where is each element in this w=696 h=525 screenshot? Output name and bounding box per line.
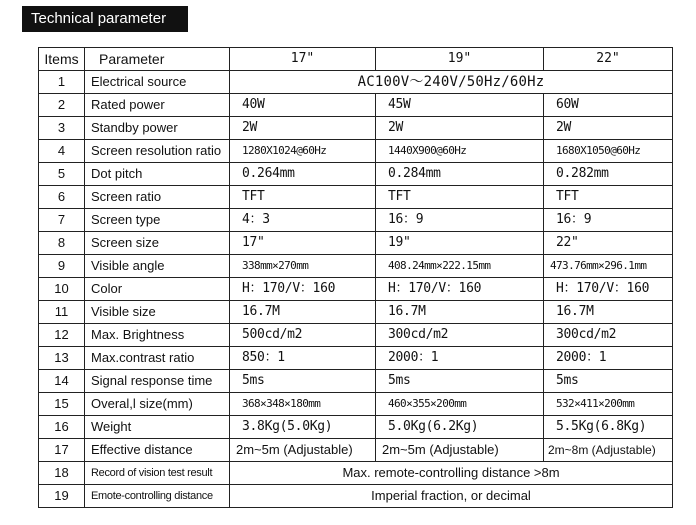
row-parameter: Screen ratio — [85, 186, 230, 209]
row-number: 1 — [39, 71, 85, 94]
value-22: 473.76mm×296.1mm — [544, 255, 673, 278]
row-parameter: Screen type — [85, 209, 230, 232]
table-row — [39, 393, 673, 416]
value-17: 0.264mm — [230, 163, 376, 186]
value-17: 2W — [230, 117, 376, 140]
row-number: 8 — [39, 232, 85, 255]
row-value-span: AC100V～240V/50Hz/60Hz — [230, 71, 673, 94]
row-parameter: Rated power — [85, 94, 230, 117]
value-19: 5ms — [376, 370, 544, 393]
row-parameter: Screen size — [85, 232, 230, 255]
row-parameter: Color — [85, 278, 230, 301]
table-row — [39, 186, 673, 209]
value-17: TFT — [230, 186, 376, 209]
row-parameter: Signal response time — [85, 370, 230, 393]
value-17: 40W — [230, 94, 376, 117]
header-19-inch: 19" — [376, 48, 544, 71]
table-row — [39, 439, 673, 462]
table-row — [39, 163, 673, 186]
value-22: 2000：1 — [544, 347, 673, 370]
row-parameter: Standby power — [85, 117, 230, 140]
row-number: 11 — [39, 301, 85, 324]
value-17: 2m~5m (Adjustable) — [230, 439, 376, 462]
row-number: 6 — [39, 186, 85, 209]
row-number: 16 — [39, 416, 85, 439]
value-17: 17" — [230, 232, 376, 255]
value-19: 16：9 — [376, 209, 544, 232]
value-22: 532×411×200mm — [544, 393, 673, 416]
table-row — [39, 71, 673, 94]
value-19: 0.284mm — [376, 163, 544, 186]
header-items: Items — [39, 48, 85, 71]
table-row — [39, 416, 673, 439]
row-value-span: Max. remote-controlling distance >8m — [230, 462, 673, 485]
row-parameter: Visible angle — [85, 255, 230, 278]
row-parameter: Screen resolution ratio — [85, 140, 230, 163]
value-22: 22" — [544, 232, 673, 255]
table-header-row — [39, 48, 673, 71]
row-parameter: Effective distance — [85, 439, 230, 462]
value-22: 300cd/m2 — [544, 324, 673, 347]
value-22: TFT — [544, 186, 673, 209]
table-row — [39, 301, 673, 324]
header-17-inch: 17" — [230, 48, 376, 71]
value-17: H：170/V：160 — [230, 278, 376, 301]
row-number: 19 — [39, 485, 85, 508]
value-19: 19" — [376, 232, 544, 255]
row-number: 3 — [39, 117, 85, 140]
value-19: 2m~5m (Adjustable) — [376, 439, 544, 462]
value-22: 0.282mm — [544, 163, 673, 186]
value-19: 2000：1 — [376, 347, 544, 370]
table-row — [39, 255, 673, 278]
value-22: 16：9 — [544, 209, 673, 232]
table-row — [39, 209, 673, 232]
table-row — [39, 117, 673, 140]
row-number: 17 — [39, 439, 85, 462]
value-19: 408.24mm×222.15mm — [376, 255, 544, 278]
table-row — [39, 140, 673, 163]
value-19: H：170/V：160 — [376, 278, 544, 301]
value-19: 300cd/m2 — [376, 324, 544, 347]
row-parameter: Overal,l size(mm) — [85, 393, 230, 416]
value-17: 850：1 — [230, 347, 376, 370]
row-value-span: Imperial fraction, or decimal — [230, 485, 673, 508]
row-number: 4 — [39, 140, 85, 163]
value-22: H：170/V：160 — [544, 278, 673, 301]
table-row — [39, 324, 673, 347]
technical-parameter-table — [38, 47, 673, 508]
row-number: 14 — [39, 370, 85, 393]
value-19: TFT — [376, 186, 544, 209]
value-22: 16.7M — [544, 301, 673, 324]
row-parameter: Visible size — [85, 301, 230, 324]
row-number: 7 — [39, 209, 85, 232]
row-number: 13 — [39, 347, 85, 370]
value-17: 338mm×270mm — [230, 255, 376, 278]
row-number: 18 — [39, 462, 85, 485]
value-17: 500cd/m2 — [230, 324, 376, 347]
row-parameter: Max.contrast ratio — [85, 347, 230, 370]
row-number: 10 — [39, 278, 85, 301]
value-17: 5ms — [230, 370, 376, 393]
table-row — [39, 232, 673, 255]
value-19: 1440X900@60Hz — [376, 140, 544, 163]
table-row — [39, 94, 673, 117]
value-17: 16.7M — [230, 301, 376, 324]
value-17: 4：3 — [230, 209, 376, 232]
value-17: 3.8Kg(5.0Kg) — [230, 416, 376, 439]
value-19: 16.7M — [376, 301, 544, 324]
table-row — [39, 347, 673, 370]
header-22-inch: 22" — [544, 48, 673, 71]
row-parameter: Emote-controlling distance — [85, 485, 230, 508]
header-parameter: Parameter — [85, 48, 230, 71]
value-22: 2W — [544, 117, 673, 140]
table-row — [39, 278, 673, 301]
value-19: 460×355×200mm — [376, 393, 544, 416]
row-parameter: Weight — [85, 416, 230, 439]
row-parameter: Max. Brightness — [85, 324, 230, 347]
value-17: 368×348×180mm — [230, 393, 376, 416]
value-19: 45W — [376, 94, 544, 117]
row-parameter: Record of vision test result — [85, 462, 230, 485]
row-parameter: Electrical source — [85, 71, 230, 94]
value-22: 5ms — [544, 370, 673, 393]
row-number: 9 — [39, 255, 85, 278]
row-parameter: Dot pitch — [85, 163, 230, 186]
value-17: 1280X1024@60Hz — [230, 140, 376, 163]
value-22: 2m~8m (Adjustable) — [544, 439, 673, 462]
table-row — [39, 370, 673, 393]
table-row — [39, 485, 673, 508]
value-22: 60W — [544, 94, 673, 117]
value-19: 2W — [376, 117, 544, 140]
row-number: 5 — [39, 163, 85, 186]
value-22: 1680X1050@60Hz — [544, 140, 673, 163]
row-number: 2 — [39, 94, 85, 117]
row-number: 15 — [39, 393, 85, 416]
table-row — [39, 462, 673, 485]
section-title: Technical parameter — [22, 6, 188, 32]
value-19: 5.0Kg(6.2Kg) — [376, 416, 544, 439]
value-22: 5.5Kg(6.8Kg) — [544, 416, 673, 439]
row-number: 12 — [39, 324, 85, 347]
